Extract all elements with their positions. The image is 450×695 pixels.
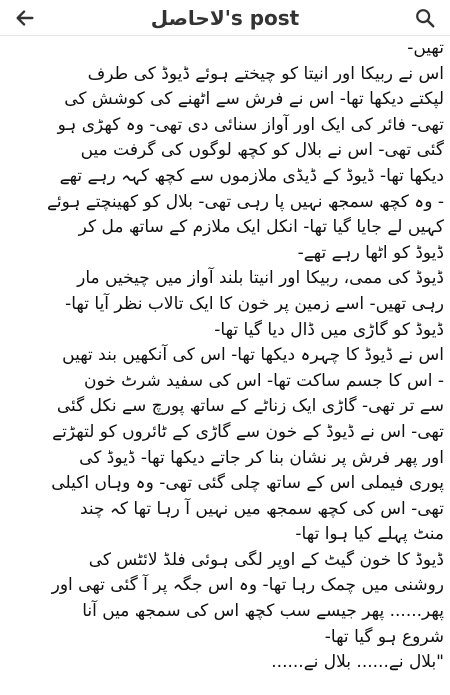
post-text-line: روشنی میں چمک رہا تھا- وہ اس جگہ پر آ گئی تھی اور — [51, 575, 444, 596]
search-icon — [414, 7, 436, 29]
top-app-bar — [0, 0, 450, 36]
post-text-line: پوری فیملی اس کے ساتھ چلی گئی تھی- وہ وہاں اکیلی — [51, 473, 444, 494]
page-title: لاحاصل's post — [150, 6, 300, 30]
post-text-line: اس نے ربیکا اور انیتا کو چیختے ہوئے ڈیوڈ کی طرف — [87, 63, 444, 84]
post-text-line: منٹ پہلے کیا ہوا تھا- — [295, 524, 444, 545]
post-text-line: تھی- فائر کی ایک اور آواز سنائی دی تھی- وہ کھڑی ہو — [57, 114, 444, 135]
post-text-line: دیکھا تھا- ڈیوڈ کے ڈیڈی ملازموں سے کچھ کہہ رہے تھے — [59, 165, 444, 186]
post-text-line: "بلال نے...... بلال نے...... — [271, 652, 444, 673]
post-text-line: شروع ہو گیا تھا- — [324, 626, 444, 647]
post-text-line: اس نے ڈیوڈ کا چہرہ دیکھا تھا- اس کی آنکھیں بند تھیں — [62, 345, 444, 366]
post-text-line: کہیں لے جایا گیا تھا- انکل ایک ملازم کے ساتھ مل کر — [78, 217, 444, 238]
post-text-line: پھر...... پھر جیسے سب کچھ اس کی سمجھ میں آنا — [82, 601, 444, 622]
post-text-line: سے تر تھی- گاڑی ایک زناٹے کے ساتھ پورچ سے نکل گئی — [56, 396, 444, 417]
post-text-line: ڈیوڈ کو گاڑی میں ڈال دیا گیا تھا- — [214, 319, 444, 340]
post-text-line: رہی تھیں- اسے زمین پر خون کا ایک تالاب نظر آیا تھا- — [65, 293, 444, 314]
post-text-line: گئی تھی- اس نے بلال کو کچھ لوگوں کی گرفت میں — [80, 140, 444, 161]
post-text-line: ڈیوڈ کو اٹھا رہے تھے- — [297, 242, 444, 263]
back-button[interactable] — [10, 3, 40, 33]
post-text-line: تھیں- — [407, 38, 444, 58]
post-text-line: ڈیوڈ کا خون گیٹ کے اوپر لگی ہوئی فلڈ لائٹس کی — [88, 549, 444, 570]
post-text-line: لپکتے دیکھا تھا- اس نے فرش سے اٹھنے کی کوشش کی — [64, 89, 444, 110]
post-body-text — [10, 36, 444, 676]
post-text-line: تھی- اس کی کچھ سمجھ میں نہیں آ رہا تھا کہ چند — [79, 498, 444, 519]
post-text-line: تھی- اس نے ڈیوڈ کے خون سے گاڑی کے ٹائروں کو لتھڑتے — [52, 421, 444, 442]
post-content — [0, 36, 450, 695]
post-text-line: اور پھر فرش پر نشان بنا کر جاتے دیکھا تھا- ڈیوڈ کی — [79, 447, 444, 468]
post-text-line: ڈیوڈ کی ممی، ربیکا اور انیتا بلند آواز میں چیخیں مار — [77, 268, 444, 289]
post-text-line: - وہ کچھ سمجھ نہیں پا رہی تھی- بلال کو کھینچتے ہوئے — [46, 191, 444, 212]
search-button[interactable] — [410, 3, 440, 33]
arrow-left-icon — [14, 7, 36, 29]
post-text-line: - اس کا جسم ساکت تھا- اس کی سفید شرٹ خون — [83, 370, 444, 391]
